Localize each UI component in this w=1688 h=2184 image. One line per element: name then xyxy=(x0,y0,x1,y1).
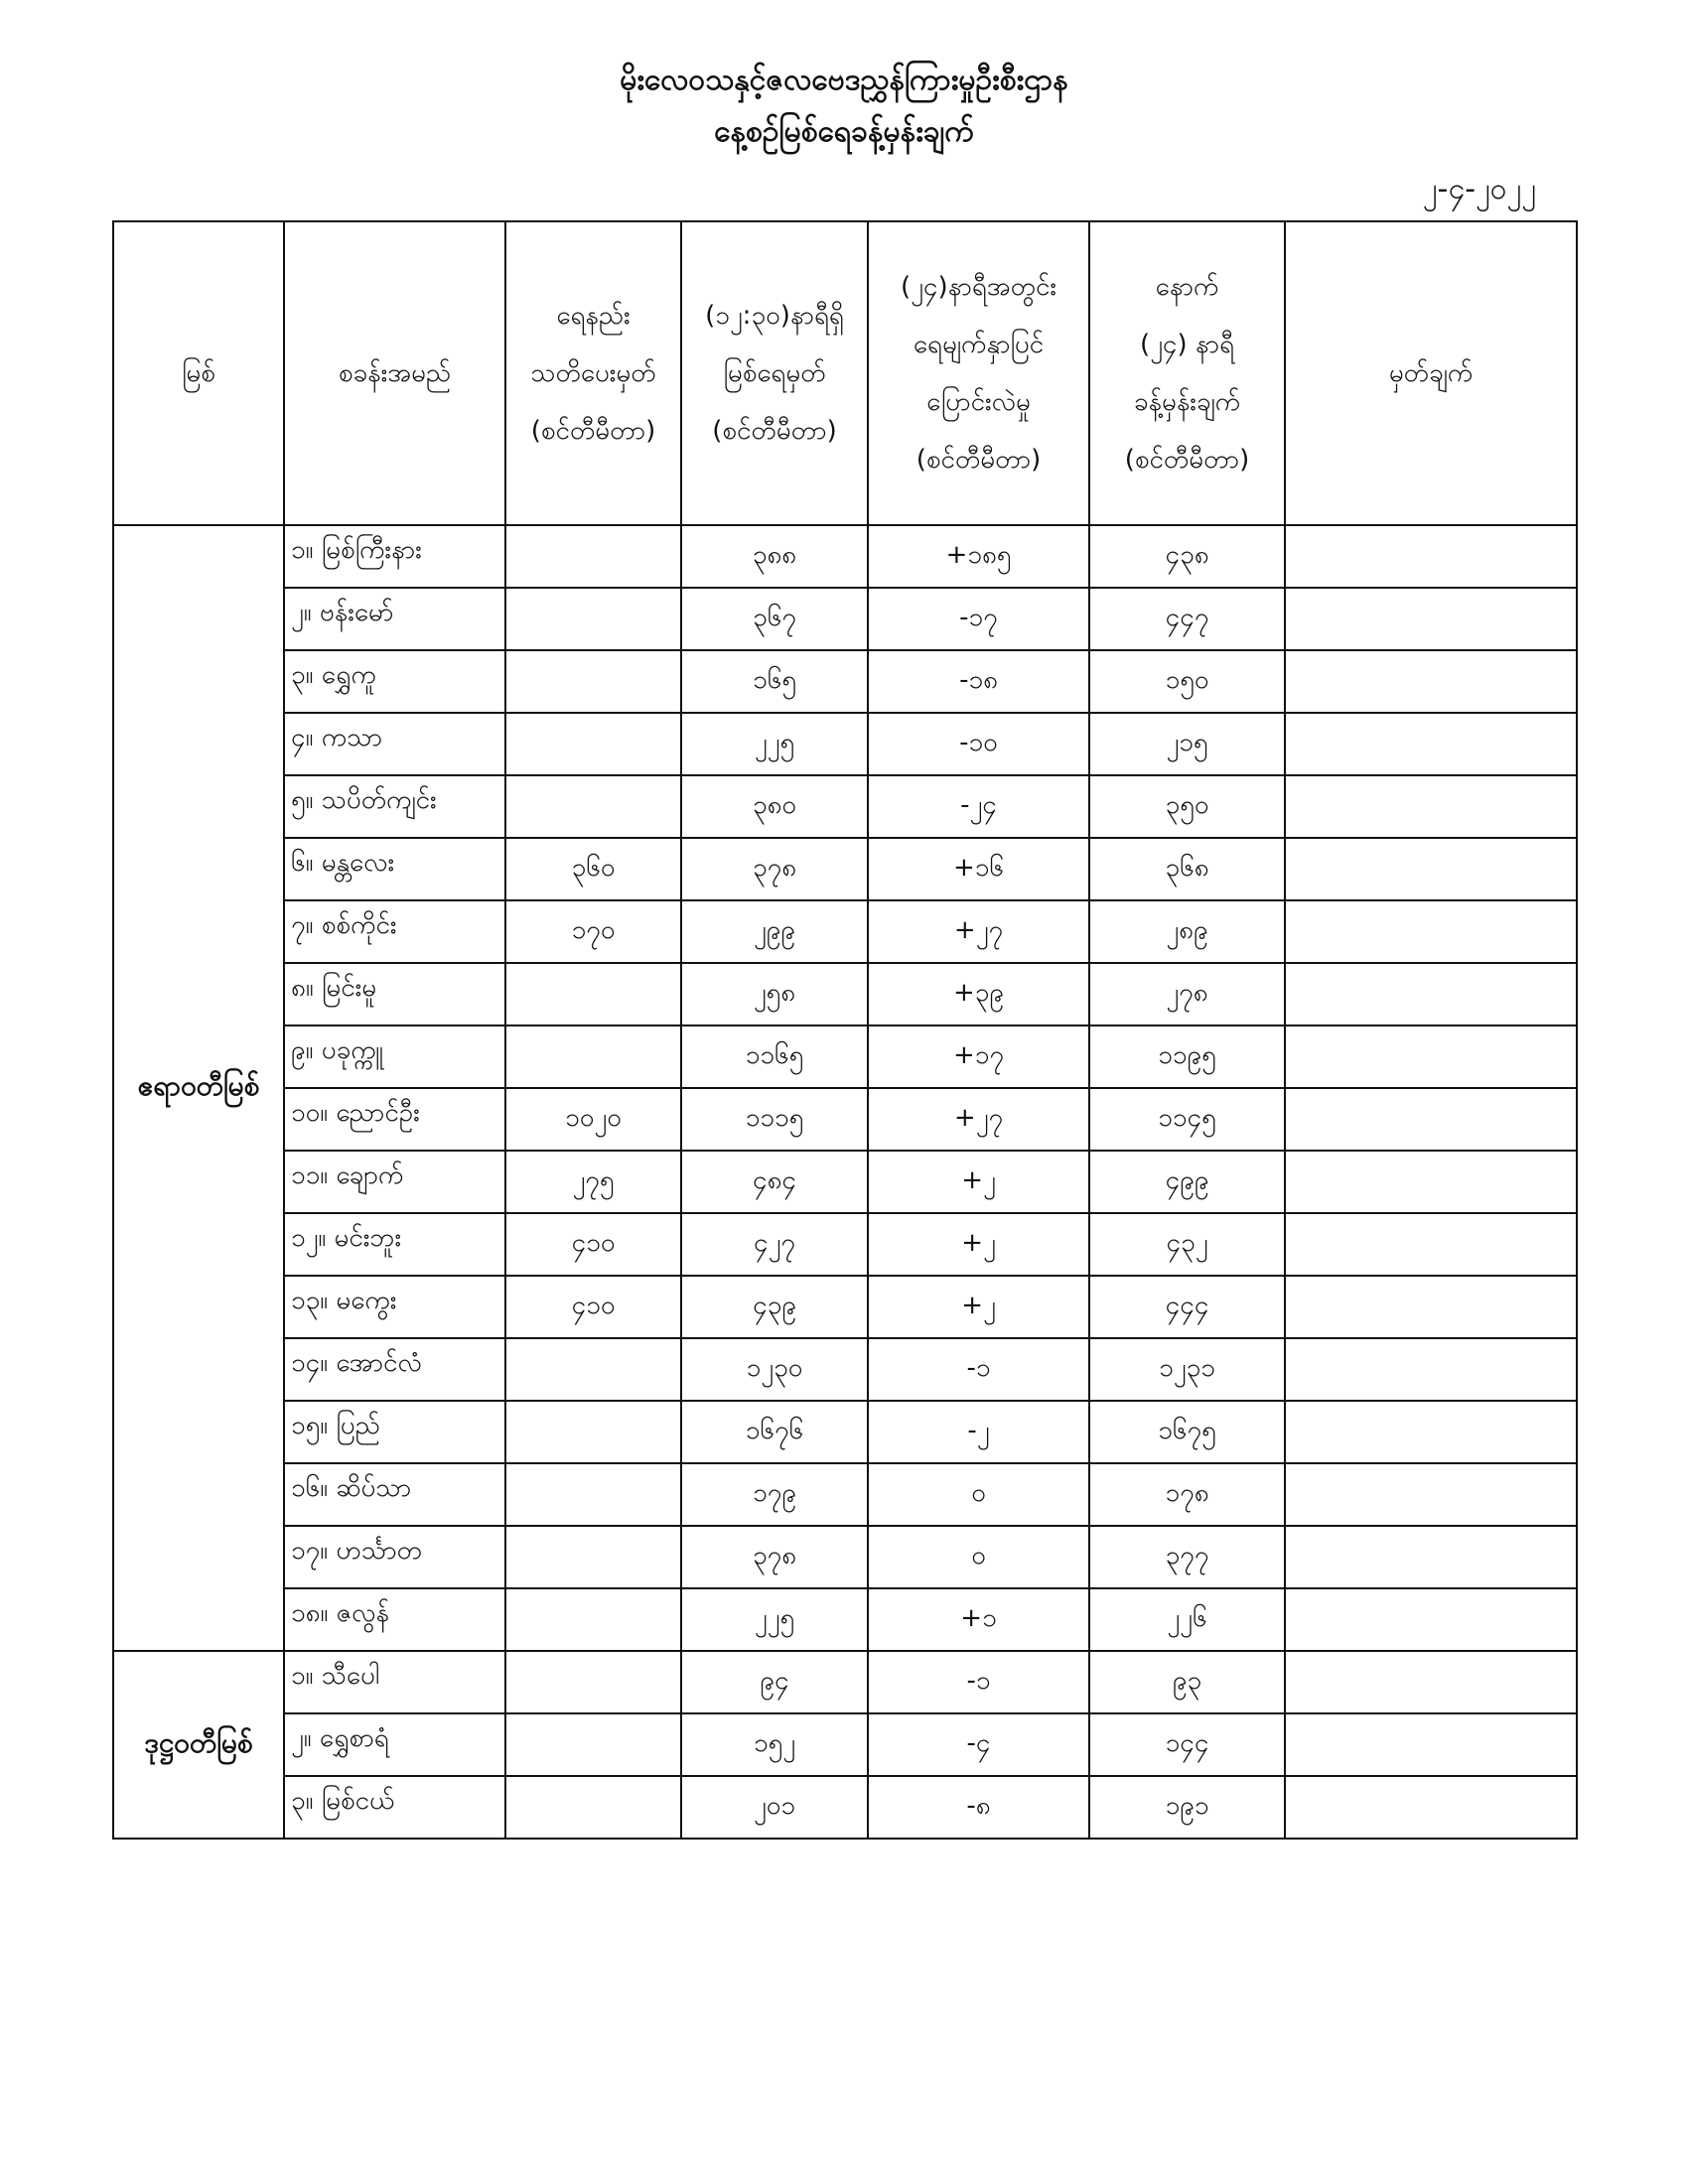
forecast-cell: ၄၃၈ xyxy=(1089,525,1285,588)
page-subtitle: နေ့စဉ်မြစ်ရေခန့်မှန်းချက် xyxy=(714,114,974,149)
table-row xyxy=(113,1338,1577,1401)
change-cell: -၁၈ xyxy=(868,650,1089,713)
change-cell: +၁၇ xyxy=(868,1025,1089,1088)
station-name: ၁။ သီပေါ xyxy=(284,1651,505,1713)
current-level-cell: ၄၈၄ xyxy=(681,1151,868,1213)
station-name: ၁၈။ ဇလွန် xyxy=(284,1588,505,1651)
forecast-cell: ၂၂၆ xyxy=(1089,1588,1285,1651)
forecast-cell: ၁၉၁ xyxy=(1089,1776,1285,1839)
current-level-cell: ၁၁၁၅ xyxy=(681,1088,868,1151)
station-name: ၅။ သပိတ်ကျင်း xyxy=(284,775,505,838)
danger-level-cell xyxy=(505,525,681,588)
remarks-cell xyxy=(1285,1151,1577,1213)
table-row xyxy=(113,1526,1577,1588)
station-name: ၁၄။ အောင်လံ xyxy=(284,1338,505,1401)
change-cell: +၂ xyxy=(868,1213,1089,1276)
header-text: နောက် xyxy=(1155,272,1219,302)
station-name: ၄။ ကသာ xyxy=(284,713,505,775)
change-cell: ၀ xyxy=(868,1463,1089,1526)
header-forecast xyxy=(1089,221,1285,525)
danger-level-cell: ၄၁၀ xyxy=(505,1276,681,1338)
remarks-cell xyxy=(1285,588,1577,650)
forecast-cell: ၁၂၃၁ xyxy=(1089,1338,1285,1401)
remarks-cell xyxy=(1285,1088,1577,1151)
current-level-cell: ၁၅၂ xyxy=(681,1713,868,1776)
danger-level-cell xyxy=(505,1025,681,1088)
change-cell: +၁၆ xyxy=(868,838,1089,900)
change-cell: +၃၉ xyxy=(868,963,1089,1025)
remarks-cell xyxy=(1285,713,1577,775)
forecast-cell: ၂၈၉ xyxy=(1089,900,1285,963)
forecast-cell: ၄၃၂ xyxy=(1089,1213,1285,1276)
table-row xyxy=(113,1276,1577,1338)
station-name: ၁၆။ ဆိပ်သာ xyxy=(284,1463,505,1526)
change-cell: +၂ xyxy=(868,1151,1089,1213)
danger-level-cell: ၃၆၀ xyxy=(505,838,681,900)
current-level-cell: ၂၀၁ xyxy=(681,1776,868,1839)
forecast-cell: ၁၆၇၅ xyxy=(1089,1401,1285,1463)
river-name: ဒုဋ္ဌဝတီမြစ် xyxy=(113,1651,284,1839)
current-level-cell: ၄၃၉ xyxy=(681,1276,868,1338)
header-text: မြစ်ရေမှတ် xyxy=(723,358,826,388)
header-text: ရေမျက်နှာပြင် xyxy=(913,330,1045,359)
header-24h-change xyxy=(868,221,1089,525)
remarks-cell xyxy=(1285,1025,1577,1088)
current-level-cell: ၁၂၃၀ xyxy=(681,1338,868,1401)
danger-level-cell xyxy=(505,1526,681,1588)
forecast-cell: ၃၆၈ xyxy=(1089,838,1285,900)
forecast-cell: ၁၅၀ xyxy=(1089,650,1285,713)
table-row xyxy=(113,713,1577,775)
change-cell: -၁၇ xyxy=(868,588,1089,650)
table-row xyxy=(113,1151,1577,1213)
table-row xyxy=(113,1776,1577,1839)
remarks-cell xyxy=(1285,1588,1577,1651)
current-level-cell: ၁၆၇၆ xyxy=(681,1401,868,1463)
current-level-cell: ၁၇၉ xyxy=(681,1463,868,1526)
current-level-cell: ၂၅၈ xyxy=(681,963,868,1025)
table-row xyxy=(113,1651,1577,1713)
station-name: ၃။ မြစ်ငယ် xyxy=(284,1776,505,1839)
change-cell: -၁ xyxy=(868,1338,1089,1401)
remarks-cell xyxy=(1285,1276,1577,1338)
header-text: ခန့်မှန်းချက် xyxy=(1133,387,1241,417)
remarks-cell xyxy=(1285,1713,1577,1776)
change-cell: -၄ xyxy=(868,1713,1089,1776)
current-level-cell: ၄၂၇ xyxy=(681,1213,868,1276)
danger-level-cell xyxy=(505,1588,681,1651)
station-name: ၉။ ပခုက္ကူ xyxy=(284,1025,505,1088)
table-row xyxy=(113,525,1577,588)
table-row xyxy=(113,963,1577,1025)
change-cell: +၂ xyxy=(868,1276,1089,1338)
forecast-cell: ၁၁၄၅ xyxy=(1089,1088,1285,1151)
forecast-cell: ၄၉၉ xyxy=(1089,1151,1285,1213)
change-cell: -၂၄ xyxy=(868,775,1089,838)
current-level-cell: ၃၇၈ xyxy=(681,838,868,900)
river-name: ဧရာဝတီမြစ် xyxy=(113,525,284,1651)
station-name: ၈။ မြင်းမူ xyxy=(284,963,505,1025)
header-text: ပြောင်းလဲမှု xyxy=(926,387,1031,417)
forecast-cell: ၃၇၇ xyxy=(1089,1526,1285,1588)
current-level-cell: ၁၁၆၅ xyxy=(681,1025,868,1088)
header-text: (စင်တီမီတာ) xyxy=(712,416,837,446)
station-name: ၁၃။ မကွေး xyxy=(284,1276,505,1338)
danger-level-cell xyxy=(505,1338,681,1401)
danger-level-cell xyxy=(505,775,681,838)
danger-level-cell: ၂၇၅ xyxy=(505,1151,681,1213)
header-station: စခန်းအမည် xyxy=(284,221,505,525)
forecast-cell: ၄၄၄ xyxy=(1089,1276,1285,1338)
current-level-cell: ၃၈၈ xyxy=(681,525,868,588)
header-river: မြစ် xyxy=(113,221,284,525)
change-cell: +၁၈၅ xyxy=(868,525,1089,588)
table-row xyxy=(113,1463,1577,1526)
danger-level-cell: ၁၇၀ xyxy=(505,900,681,963)
station-name: ၃။ ရွှေကူ xyxy=(284,650,505,713)
station-name: ၁၂။ မင်းဘူး xyxy=(284,1213,505,1276)
header-text: (စင်တီမီတာ) xyxy=(915,445,1042,475)
danger-level-cell xyxy=(505,1776,681,1839)
forecast-cell: ၁၁၉၅ xyxy=(1089,1025,1285,1088)
forecast-cell: ၁၇၈ xyxy=(1089,1463,1285,1526)
current-level-cell: ၃၇၈ xyxy=(681,1526,868,1588)
table-body xyxy=(113,525,1577,1839)
remarks-cell xyxy=(1285,1776,1577,1839)
danger-level-cell xyxy=(505,1463,681,1526)
forecast-table xyxy=(112,220,1578,1840)
forecast-cell: ၃၅၀ xyxy=(1089,775,1285,838)
header-remarks: မှတ်ချက် xyxy=(1285,221,1577,525)
table-row xyxy=(113,1713,1577,1776)
remarks-cell xyxy=(1285,900,1577,963)
current-level-cell: ၂၂၅ xyxy=(681,713,868,775)
header-text: (စင်တီမီတာ) xyxy=(530,416,656,446)
station-name: ၂။ ရွှေစာရံ xyxy=(284,1713,505,1776)
table-row xyxy=(113,588,1577,650)
danger-level-cell xyxy=(505,713,681,775)
station-name: ၁၇။ ဟင်္သာတ xyxy=(284,1526,505,1588)
remarks-cell xyxy=(1285,525,1577,588)
change-cell: +၁ xyxy=(868,1588,1089,1651)
danger-level-cell xyxy=(505,1713,681,1776)
station-name: ၁။ မြစ်ကြီးနား xyxy=(284,525,505,588)
header-text: (၁၂:၃၀)နာရီရှိ xyxy=(705,301,844,331)
current-level-cell: ၉၄ xyxy=(681,1651,868,1713)
forecast-cell: ၉၃ xyxy=(1089,1651,1285,1713)
remarks-cell xyxy=(1285,1213,1577,1276)
header-text: (၂၄) နာရီ xyxy=(1139,330,1235,359)
table-row xyxy=(113,1088,1577,1151)
report-date: ၂-၄-၂၀၂၂ xyxy=(1422,172,1537,206)
table-row xyxy=(113,900,1577,963)
station-name: ၆။ မန္တလေး xyxy=(284,838,505,900)
danger-level-cell xyxy=(505,1651,681,1713)
change-cell: -၁ xyxy=(868,1651,1089,1713)
current-level-cell: ၂၂၅ xyxy=(681,1588,868,1651)
header-text: သတိပေးမှတ် xyxy=(530,358,656,388)
danger-level-cell: ၄၁၀ xyxy=(505,1213,681,1276)
change-cell: +၂၇ xyxy=(868,900,1089,963)
header-text: (စင်တီမီတာ) xyxy=(1124,445,1250,475)
danger-level-cell xyxy=(505,650,681,713)
forecast-cell: ၁၄၄ xyxy=(1089,1713,1285,1776)
change-cell: -၂ xyxy=(868,1401,1089,1463)
danger-level-cell xyxy=(505,1401,681,1463)
current-level-cell: ၃၆၇ xyxy=(681,588,868,650)
table-row xyxy=(113,1588,1577,1651)
table-row xyxy=(113,838,1577,900)
current-level-cell: ၂၉၉ xyxy=(681,900,868,963)
forecast-cell: ၄၄၇ xyxy=(1089,588,1285,650)
remarks-cell xyxy=(1285,1338,1577,1401)
change-cell: -၁၀ xyxy=(868,713,1089,775)
station-name: ၇။ စစ်ကိုင်း xyxy=(284,900,505,963)
remarks-cell xyxy=(1285,1526,1577,1588)
header-danger-level xyxy=(505,221,681,525)
table-row xyxy=(113,1401,1577,1463)
forecast-cell: ၂၇၈ xyxy=(1089,963,1285,1025)
current-level-cell: ၃၈၀ xyxy=(681,775,868,838)
table-row xyxy=(113,775,1577,838)
header-text: ရေနည်း xyxy=(556,301,631,331)
change-cell: -၈ xyxy=(868,1776,1089,1839)
header-text: (၂၄)နာရီအတွင်း xyxy=(901,272,1056,302)
remarks-cell xyxy=(1285,1651,1577,1713)
remarks-cell xyxy=(1285,775,1577,838)
remarks-cell xyxy=(1285,963,1577,1025)
station-name: ၁၅။ ပြည် xyxy=(284,1401,505,1463)
remarks-cell xyxy=(1285,1463,1577,1526)
danger-level-cell: ၁၀၂၀ xyxy=(505,1088,681,1151)
station-name: ၁၀။ ညောင်ဦး xyxy=(284,1088,505,1151)
remarks-cell xyxy=(1285,1401,1577,1463)
change-cell: +၂၇ xyxy=(868,1088,1089,1151)
danger-level-cell xyxy=(505,963,681,1025)
station-name: ၁၁။ ချောက် xyxy=(284,1151,505,1213)
header-current-level xyxy=(681,221,868,525)
current-level-cell: ၁၆၅ xyxy=(681,650,868,713)
table-row xyxy=(113,1213,1577,1276)
remarks-cell xyxy=(1285,650,1577,713)
forecast-cell: ၂၁၅ xyxy=(1089,713,1285,775)
table-row xyxy=(113,650,1577,713)
change-cell: ၀ xyxy=(868,1526,1089,1588)
table-header-row xyxy=(113,221,1577,525)
danger-level-cell xyxy=(505,588,681,650)
station-name: ၂။ ဗန်းမော် xyxy=(284,588,505,650)
table-row xyxy=(113,1025,1577,1088)
page-title: မိုးလေဝသနှင့်ဇလဗေဒညွှန်ကြားမှုဦးစီးဌာန xyxy=(620,63,1068,97)
remarks-cell xyxy=(1285,838,1577,900)
